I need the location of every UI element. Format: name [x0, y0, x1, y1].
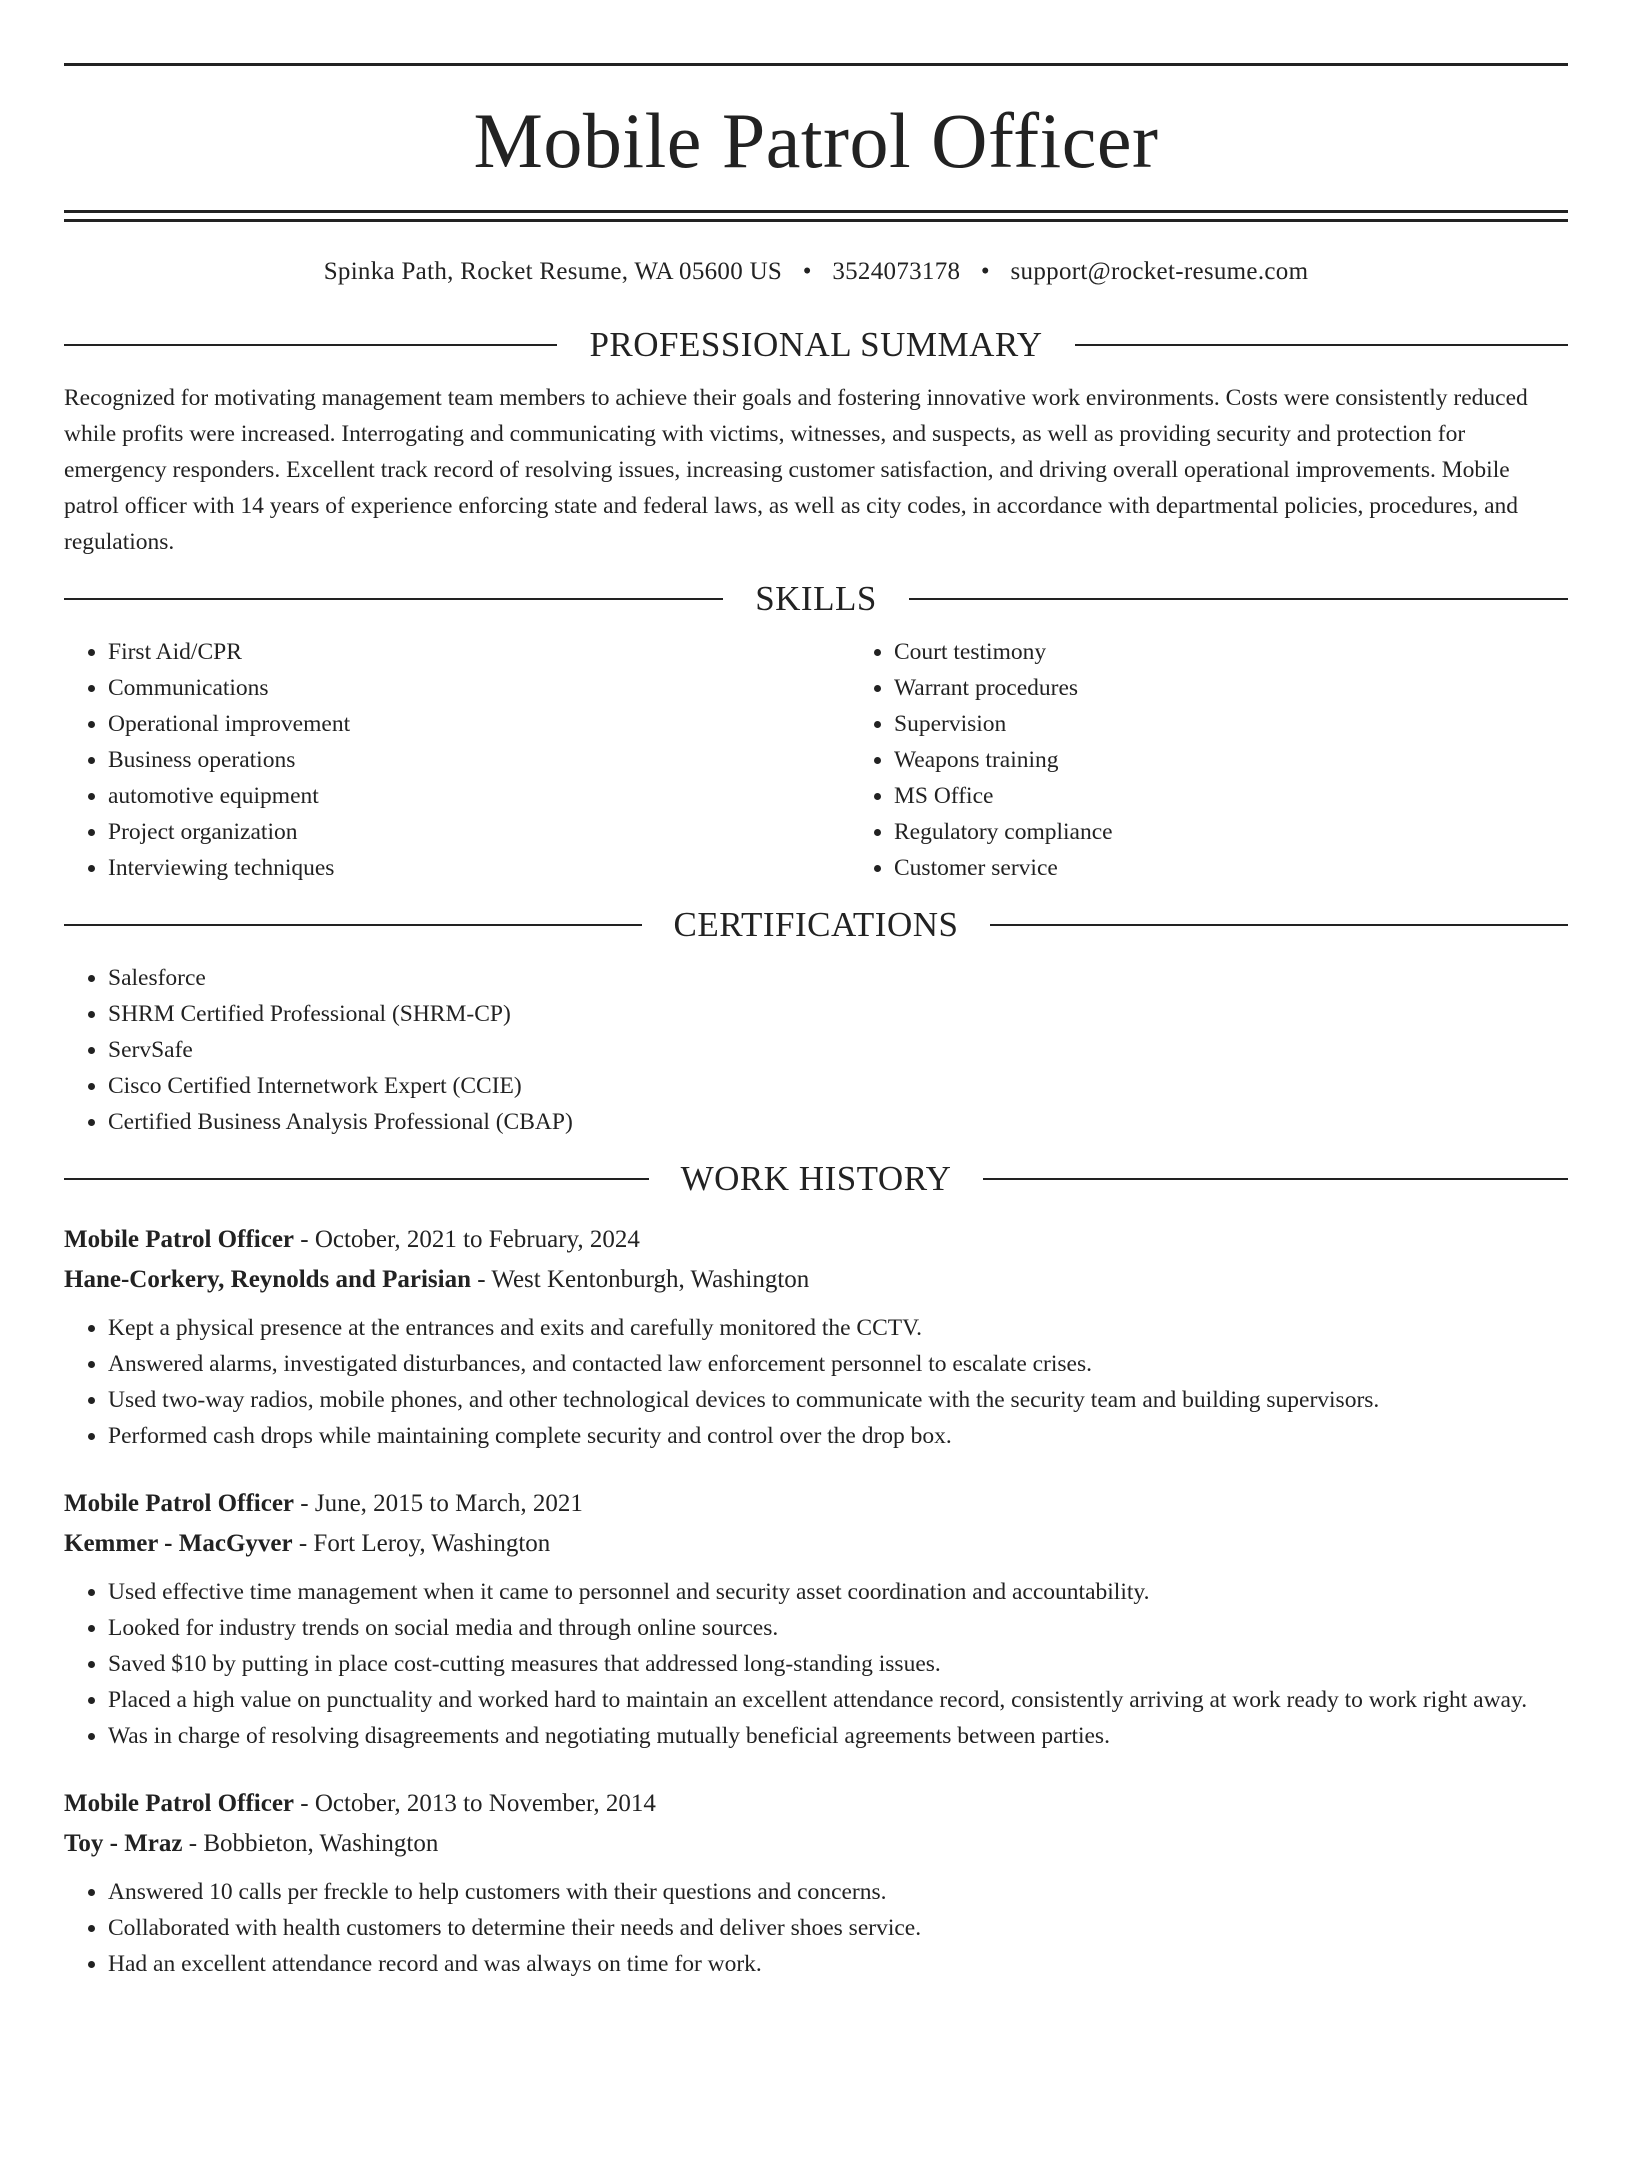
heading-rule	[990, 924, 1568, 926]
contact-phone: 3524073178	[832, 258, 961, 285]
skill-item: • Interviewing techniques	[108, 850, 850, 886]
section-title: SKILLS	[755, 579, 877, 618]
resume-title: Mobile Patrol Officer	[473, 97, 1159, 184]
heading-rule	[983, 1178, 1568, 1180]
skill-item: • Project organization	[108, 814, 850, 850]
job-company: Toy - Mraz	[64, 1830, 183, 1857]
job-company: Hane-Corkery, Reynolds and Parisian	[64, 1266, 471, 1293]
skills-list-left	[64, 634, 850, 886]
skill-item: • Supervision	[894, 706, 1568, 742]
section-heading-summary	[64, 324, 1568, 366]
skill-item: • First Aid/CPR	[108, 634, 850, 670]
contact-email: support@rocket-resume.com	[1010, 258, 1309, 285]
job-location: - West Kentonburgh, Washington	[470, 1266, 810, 1293]
top-rule	[64, 63, 1568, 66]
certification-item: • SHRM Certified Professional (SHRM-CP)	[108, 996, 1568, 1032]
job-company-line	[64, 1824, 1568, 1864]
contact-line	[64, 258, 1568, 286]
heading-rule	[64, 924, 642, 926]
job-title-line	[64, 1220, 1568, 1260]
job-entry	[64, 1484, 1568, 1754]
job-bullet: • Kept a physical presence at the entrances and exits and carefully monitored the CCTV.	[108, 1310, 1568, 1346]
contact-separator: •	[980, 258, 990, 285]
section-heading-skills	[64, 578, 1568, 620]
job-entry	[64, 1220, 1568, 1454]
certification-item: • Salesforce	[108, 960, 1568, 996]
section-title: CERTIFICATIONS	[673, 905, 959, 944]
job-bullet: • Collaborated with health customers to determine their needs and deliver shoes service.	[108, 1910, 1568, 1946]
job-bullet: • Was in charge of resolving disagreements and negotiating mutually beneficial agreements between parties.	[108, 1718, 1568, 1754]
job-entry	[64, 1784, 1568, 1982]
heading-rule	[909, 598, 1568, 600]
job-dates: - June, 2015 to March, 2021	[294, 1490, 583, 1517]
job-bullet: • Saved $10 by putting in place cost-cutting measures that addressed long-standing issues.	[108, 1646, 1568, 1682]
job-title: Mobile Patrol Officer	[64, 1490, 295, 1517]
job-bullets	[64, 1574, 1568, 1754]
skill-item: • MS Office	[894, 778, 1568, 814]
job-bullets	[64, 1874, 1568, 1982]
job-company-line	[64, 1260, 1568, 1300]
job-location: - Fort Leroy, Washington	[292, 1530, 551, 1557]
job-title-line	[64, 1484, 1568, 1524]
summary-text: Recognized for motivating management team members to achieve their goals and fostering innovative work environments. Costs were consistently reduced while profits were increased. Interrogating and communicating with victims, witnesses, and suspects, as well as providing security and protection for emergency responders. Excellent track record of resolving issues, increasing customer satisfaction, and driving overall operational improvements. Mobile patrol officer with 14 years of experience enforcing state and federal laws, as well as city codes, in accordance with departmental policies, procedures, and regulations.	[64, 385, 1528, 555]
skill-item: • automotive equipment	[108, 778, 850, 814]
skill-item: • Regulatory compliance	[894, 814, 1568, 850]
skills-list-right	[850, 634, 1568, 886]
certification-item: • ServSafe	[108, 1032, 1568, 1068]
skill-item: • Customer service	[894, 850, 1568, 886]
section-heading-certifications	[64, 904, 1568, 946]
job-dates: - October, 2013 to November, 2014	[294, 1790, 656, 1817]
heading-rule	[64, 598, 723, 600]
job-bullet: • Used two-way radios, mobile phones, and other technological devices to communicate with the security team and building supervisors.	[108, 1382, 1568, 1418]
section-heading-work-history	[64, 1158, 1568, 1200]
job-company: Kemmer - MacGyver	[64, 1530, 293, 1557]
job-location: - Bobbieton, Washington	[182, 1830, 439, 1857]
skill-item: • Communications	[108, 670, 850, 706]
section-title: PROFESSIONAL SUMMARY	[589, 325, 1043, 364]
title-double-rule	[64, 210, 1568, 222]
job-bullet: • Answered alarms, investigated disturbances, and contacted law enforcement personnel to escalate crises.	[108, 1346, 1568, 1382]
skill-item: • Operational improvement	[108, 706, 850, 742]
resume-page	[0, 63, 1632, 2175]
job-company-line	[64, 1524, 1568, 1564]
certification-item: • Certified Business Analysis Professional (CBAP)	[108, 1104, 1568, 1140]
job-dates: - October, 2021 to February, 2024	[294, 1226, 640, 1253]
job-bullet: • Looked for industry trends on social media and through online sources.	[108, 1610, 1568, 1646]
heading-rule	[64, 1178, 649, 1180]
contact-separator: •	[802, 258, 812, 285]
skill-item: • Warrant procedures	[894, 670, 1568, 706]
job-bullet: • Used effective time management when it came to personnel and security asset coordination and accountability.	[108, 1574, 1568, 1610]
job-bullets	[64, 1310, 1568, 1454]
heading-rule	[64, 344, 557, 346]
job-bullet: • Performed cash drops while maintaining complete security and control over the drop box.	[108, 1418, 1568, 1454]
job-bullet: • Had an excellent attendance record and was always on time for work.	[108, 1946, 1568, 1982]
job-title-line	[64, 1784, 1568, 1824]
section-title: WORK HISTORY	[680, 1159, 952, 1198]
skill-item: • Court testimony	[894, 634, 1568, 670]
contact-address: Spinka Path, Rocket Resume, WA 05600 US	[323, 258, 783, 285]
skill-item: • Weapons training	[894, 742, 1568, 778]
heading-rule	[1075, 344, 1568, 346]
certifications-list	[64, 960, 1568, 1140]
skills-grid	[64, 634, 1568, 886]
skill-item: • Business operations	[108, 742, 850, 778]
certification-item: • Cisco Certified Internetwork Expert (CCIE)	[108, 1068, 1568, 1104]
job-bullet: • Placed a high value on punctuality and worked hard to maintain an excellent attendance record, consistently arriving at work ready to work right away.	[108, 1682, 1568, 1718]
job-bullet: • Answered 10 calls per freckle to help customers with their questions and concerns.	[108, 1874, 1568, 1910]
job-title: Mobile Patrol Officer	[64, 1226, 295, 1253]
job-title: Mobile Patrol Officer	[64, 1790, 295, 1817]
